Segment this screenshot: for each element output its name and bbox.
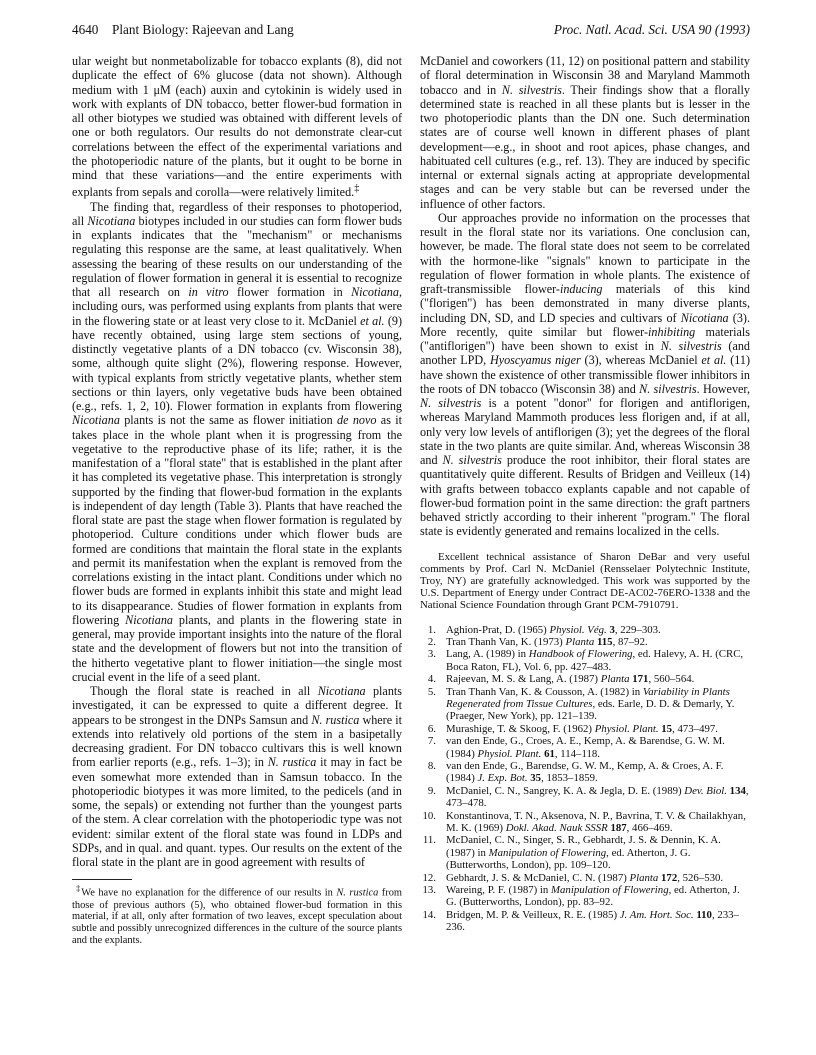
- paragraph: McDaniel and coworkers (11, 12) on positional pattern and stability of floral determination in Wisconsin 38 and Maryland Mammoth tobacco and in N. silvestris. Their findings show that a florally determined state is reached in all these plants but is lesser in the two photoperiodic plants than the DN one. Such determination states are of course well known in different phases of plant development—e.g., in shoot and root apices, phase changes, and habituated cell cultures (e.g., ref. 13). They are induced by specific internal or external signals acting at appropriate developmental stages and can be very stable but can be reversed under the influence of other factors.: [420, 54, 750, 211]
- reference-item: 4. Rajeevan, M. S. & Lang, A. (1987) Planta 171, 560–564.: [427, 673, 695, 686]
- reference-item: 11. McDaniel, C. N., Singer, S. R., Gebhardt, J. S. & Dennin, K. A. (1987) in Manipulation of Flowering, ed. Atherton, J. G. (Butterworths, London), pp. 109–120.: [422, 834, 721, 872]
- reference-item: 2. Tran Thanh Van, K. (1973) Planta 115, 87–92.: [427, 635, 648, 648]
- page-number: 4640: [72, 22, 99, 37]
- acknowledgment: Excellent technical assistance of Sharon DeBar and very useful comments by Prof. Carl N. McDaniel (Rensselaer Polytechnic Institute, Troy, NY) are gratefully acknowledged. This work was supported by the U.S. Department of Energy under Contract DE-AC02-76ERO-1338 and the National Science Foundation through Grant PCM-7910791.: [420, 550, 750, 612]
- reference-item: 12. Gebhardt, J. S. & McDaniel, C. N. (1987) Planta 172, 526–530.: [422, 871, 724, 884]
- running-header: [72, 22, 750, 42]
- reference-item: 10. Konstantinova, T. N., Aksenova, N. P., Bavrina, T. V. & Chailakhyan, M. K. (1969) Dokl. Akad. Nauk SSSR 187, 466–469.: [422, 809, 746, 835]
- reference-item: 1. Aghion-Prat, D. (1965) Physiol. Vég. 3, 229–303.: [427, 623, 661, 636]
- footnote-rule: [72, 879, 132, 880]
- journal-citation: Proc. Natl. Acad. Sci. USA 90 (1993): [553, 22, 750, 37]
- reference-item: 6. Murashige, T. & Skoog, F. (1962) Physiol. Plant. 15, 473–497.: [427, 722, 718, 735]
- footnote: ‡We have no explanation for the difference of our results in N. rustica from those of previous authors (5), who obtained flower-bud formation in this material, if at all, only after formation of two leaves, except speculation about subtle and possibly unrecognized differences in the culture of the source plants and the explants.: [72, 883, 402, 946]
- paragraph: ular weight but nonmetabolizable for tobacco explants (8), did not duplicate the effect of 6% glucose (data not shown). Although medium with 1 μM (each) auxin and cytokinin is widely used in work with explants of DN tobacco, better flower-bud formation in all other biotypes we studied was obtained with different levels of one or both regulators. Our results do not demonstrate clear-cut correlations between the effect of the experimental variations and the photoperiodic nature of the plants, but it ought to be borne in mind that these variations—and the entire experiments with explants from sepals and corolla—were relatively limited.‡: [72, 54, 402, 200]
- left-column: [72, 54, 402, 947]
- paragraph: The finding that, regardless of their responses to photoperiod, all Nicotiana biotypes included in our studies can form flower buds in explants indicates that the "mechanism" or mechanisms regulating this response are the same, at least qualitatively. When assessing the bearing of these results on our understanding of the regulation of flower formation in general it is essential to recognize that all research on in vitro flower formation in Nicotiana, including ours, was performed using explants from plants that were in the flowering state or at least very close to it. McDaniel et al. (9) have recently obtained, using large stem sections of young, distinctly vegetative plants of a DN tobacco (cv. Wisconsin 38), some, although quite slight (2%), flowering response. However, with typical explants from strictly vegetative plants, whether stem sections or thin layers, only vegetative buds have been obtained (e.g., refs. 1, 2, 10). Flower formation in explants from flowering Nicotiana plants is not the same as flower initiation de novo as it takes place in the whole plant when it is progressing from the vegetative to the reproductive phase of its life; rather, it is the manifestation of a "floral state" that is established in the plant after it has completed its vegetative phase. This interpretation is strongly supported by the finding that flower-bud formation in the explants is independent of day length (Table 3). Plants that have reached the floral state are past the stage when flower formation is regulated by photoperiod. Culture conditions under which flower buds are formed are conditions that maintain the floral state in the explants and permit its manifestation when the explant is removed from the correlations existing in the intact plant. Conditions under which no flower buds are formed in explants inhibit this state and might lead to its disappearance. Studies of flower formation in explants from flowering Nicotiana plants, and plants in the flowering state in general, may provide important insights into the nature of the floral state and the development of flowers but not into the transition of the hitherto vegetative plant to flower initiation—the single most crucial event in the life of a seed plant.: [72, 199, 403, 684]
- reference-item: 5. Tran Thanh Van, K. & Cousson, A. (1982) in Variability in Plants Regenerated from Tissue Cultures, eds. Earle, D. D. & Demarly, Y. (Praeger, New York), pp. 121–139.: [427, 685, 735, 723]
- paragraph: Our approaches provide no information on the processes that result in the floral state nor its variations. One conclusion can, however, be made. The floral state does not seem to be correlated with the hormone-like "signals" known to participate in the regulation of flower formation in whole plants. The existence of graft-transmissible flower-inducing materials of this kind ("florigen") has been demonstrated in many diverse plants, including DN, SD, and LD species and cultivars of Nicotiana (3). More recently, quite similar but flower-inhibiting materials ("antiflorigen") have been shown to exist in N. silvestris (and another LPD, Hyoscyamus niger (3), whereas McDaniel et al. (11) have shown the existence of other transmissible flower inhibitors in the roots of DN tobacco (Wisconsin 38) and N. silvestris. However, N. silvestris is a potent "donor" for florigen and antiflorigen, whereas Maryland Mammoth produces less florigen and, if at all, only very low levels of antiflorigen (3); yet the degrees of the floral state in the two plants are quite similar. And, whereas Wisconsin 38 and N. silvestris produce the root inhibitor, their floral states are quantitatively quite different. Results of Bridgen and Veilleux (14) with grafts between tobacco explants capable and not capable of flower-bud formation point in the same direction: the graft partners behaved strictly according to their inherent "program." The floral state is evidently generated and remains localized in the cells.: [420, 210, 751, 539]
- reference-item: 14. Bridgen, M. P. & Veilleux, R. E. (1985) J. Am. Hort. Soc. 110, 233–236.: [422, 908, 739, 934]
- paragraph: Though the floral state is reached in all Nicotiana plants investigated, it can be expressed to quite a different degree. It appears to be strongest in the DNPs Samsun and N. rustica where it extends into relatively old portions of the stem in a basipetally decreasing gradient. For DN tobacco cultivars this is well known from earlier reports (e.g., refs. 1–3); in N. rustica it may in fact be even somewhat more extended than in Samsun tobacco. In the photoperiodic biotypes it was more limited, to the pedicels (and in some, the sepals) or extending not further than the youngest parts of the stem. A clear correlation with the photoperiodic type was not evident: similar extent of the floral state was found in LDPs and SDPs, and in qual. and quant. types. Our results on the extent of the floral state in the plant are in good agreement with results of: [72, 684, 402, 870]
- reference-item: 3. Lang, A. (1989) in Handbook of Flowering, ed. Halevy, A. H. (CRC, Boca Raton, FL), Vol. 6, pp. 427–483.: [427, 648, 744, 673]
- reference-item: 9. McDaniel, C. N., Sangrey, K. A. & Jegla, D. E. (1989) Dev. Biol. 134, 473–478.: [427, 784, 749, 810]
- reference-list: [420, 624, 750, 934]
- reference-item: 13. Wareing, P. F. (1987) in Manipulation of Flowering, ed. Atherton, J. G. (Butterworths, London), pp. 83–92.: [422, 884, 740, 909]
- reference-item: 8. van den Ende, G., Barendse, G. W. M., Kemp, A. & Croes, A. F. (1984) J. Exp. Bot. 35, 1853–1859.: [427, 759, 724, 785]
- running-title: Plant Biology: Rajeevan and Lang: [112, 22, 294, 37]
- reference-item: 7. van den Ende, G., Croes, A. E., Kemp, A. & Barendse, G. W. M. (1984) Physiol. Plant. 61, 114–118.: [427, 735, 725, 760]
- right-column: [420, 54, 750, 934]
